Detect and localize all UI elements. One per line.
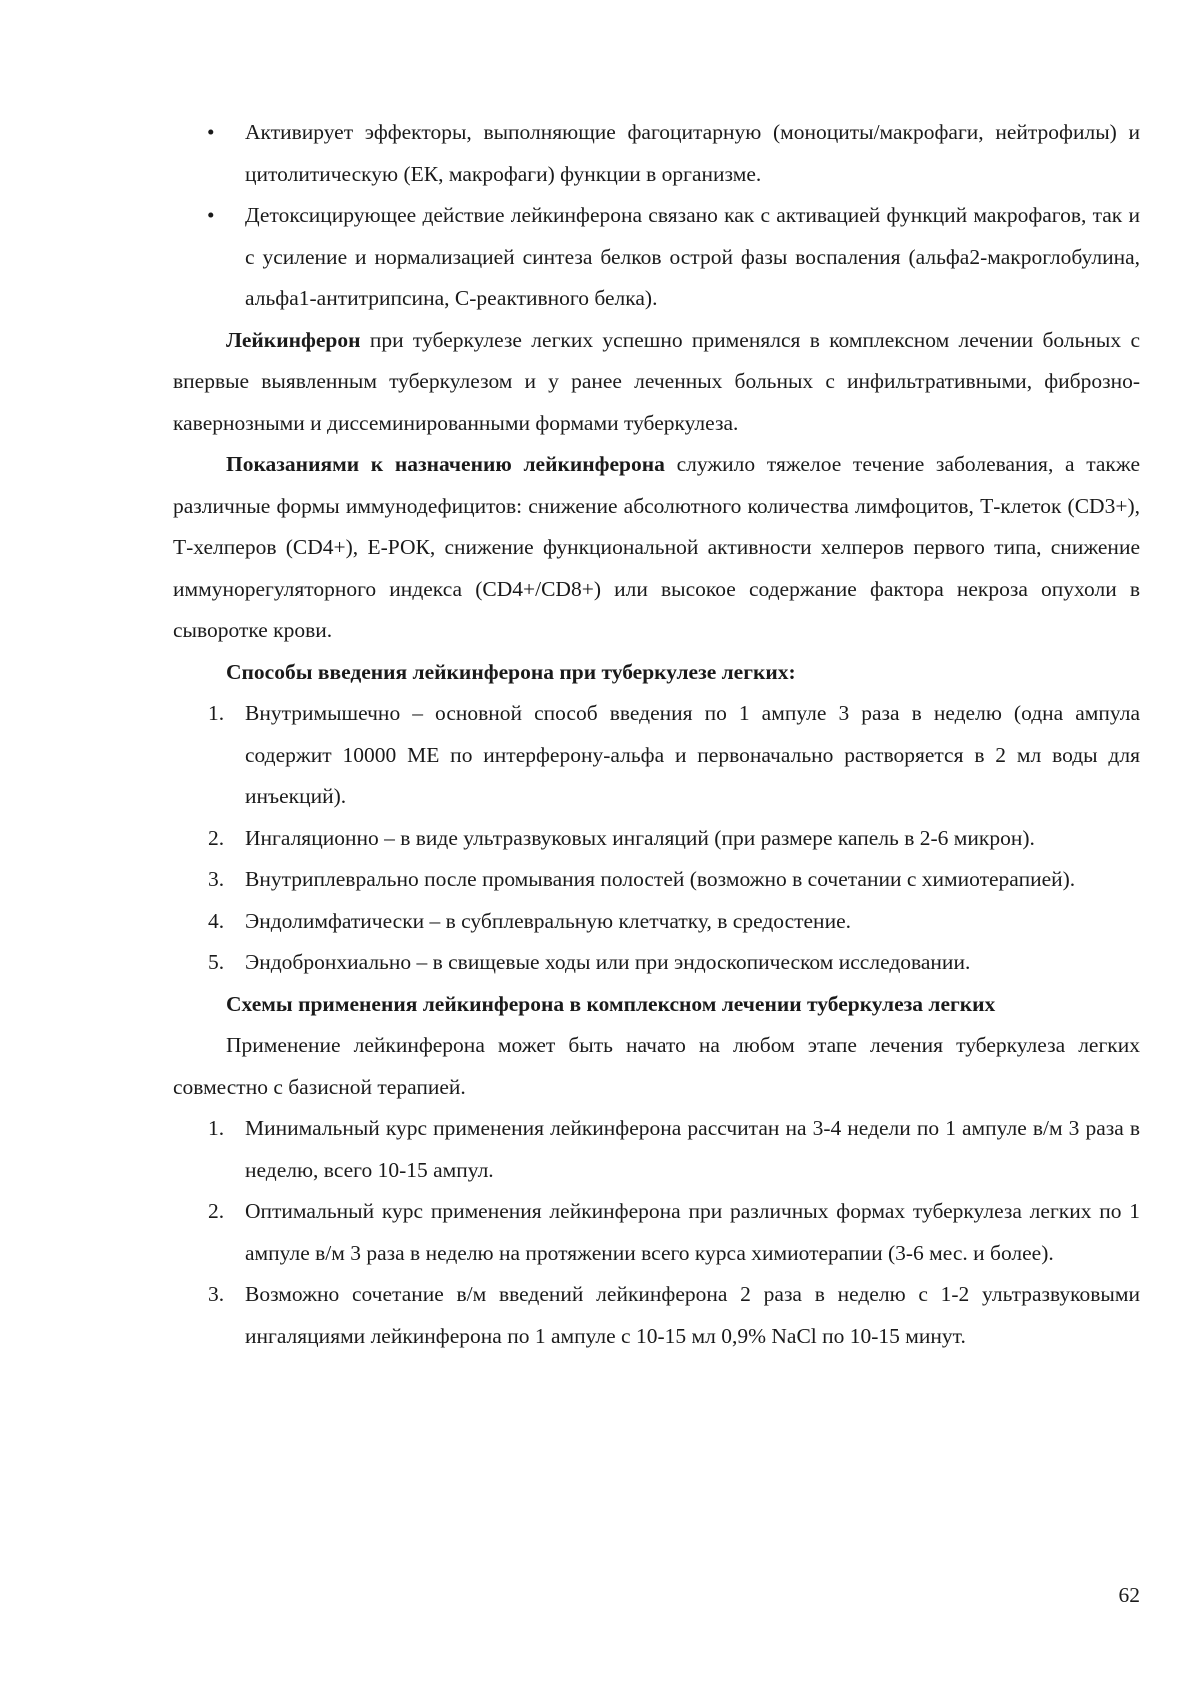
- list-number: 3.: [208, 867, 225, 891]
- method-list-item: [173, 942, 1140, 984]
- list-item-text: Минимальный курс применения лейкинферона рассчитан на 3-4 недели по 1 ампуле в/м 3 раза в неделю, всего 10-15 ампул.: [245, 1116, 1140, 1182]
- paragraph-application: Применение лейкинферона может быть начато на любом этапе лечения туберкулеза легких совместно с базисной терапией.: [173, 1033, 1140, 1099]
- scheme-list-item: [173, 1108, 1140, 1191]
- list-item-text: Внутримышечно – основной способ введения по 1 ампуле 3 раза в неделю (одна ампула содержит 10000 МЕ по интерферону-альфа и первоначально растворяется в 2 мл воды для инъекций).: [245, 701, 1140, 808]
- paragraph-bold-term: Показаниями к назначению лейкинферона: [226, 452, 665, 476]
- paragraph-indications: [173, 444, 1140, 652]
- list-number: 4.: [208, 908, 225, 933]
- method-list-item: [173, 818, 1140, 860]
- list-item-text: Ингаляционно – в виде ультразвуковых ингаляций (при размере капель в 2-6 микрон).: [245, 825, 1035, 850]
- list-number: 5.: [208, 950, 225, 974]
- method-list-item: [173, 859, 1140, 901]
- method-list-item: [173, 693, 1140, 818]
- list-number: 1.: [208, 701, 225, 725]
- list-item-text: Эндолимфатически – в субплевральную клетчатку, в средостение.: [245, 908, 851, 933]
- method-list-item: [173, 901, 1140, 943]
- scheme-list-item: [173, 1274, 1140, 1357]
- list-number: 3.: [208, 1282, 225, 1306]
- scheme-list-item: [173, 1191, 1140, 1274]
- list-number: 2.: [208, 1199, 225, 1223]
- list-item-text: Возможно сочетание в/м введений лейкинферона 2 раза в неделю с 1-2 ультразвуковыми ингаляциями лейкинферона по 1 ампуле с 10-15 мл 0,9% NaCl по 10-15 минут.: [245, 1282, 1140, 1348]
- bullet-text: Активирует эффекторы, выполняющие фагоцитарную (моноциты/макрофаги, нейтрофилы) и цитолитическую (ЕК, макрофаги) функции в организме.: [245, 120, 1140, 186]
- bullet-text: Детоксицирующее действие лейкинферона связано как с активацией функций макрофагов, так и с усиление и нормализацией синтеза белков острой фазы воспаления (альфа2-макроглобулина, альфа1-антитрипсина, С-реактивного белка).: [245, 203, 1140, 310]
- list-item-text: Оптимальный курс применения лейкинферона при различных формах туберкулеза легких по 1 ампуле в/м 3 раза в неделю на протяжении всего курса химиотерапии (3-6 мес. и более).: [245, 1199, 1140, 1265]
- bullet-marker: •: [207, 203, 215, 227]
- bullet-marker: •: [207, 120, 215, 144]
- paragraph-bold-term: Лейкинферон: [226, 327, 361, 352]
- bullet-item: [173, 195, 1140, 320]
- list-number: 1.: [208, 1116, 225, 1140]
- paragraph-text: при туберкулезе легких успешно применялся в комплексном лечении больных с впервые выявленным туберкулезом и у ранее леченных больных с инфильтративными, фиброзно-кавернозными и диссеминированными формами туберкулеза.: [173, 327, 1140, 435]
- paragraph-leukinferon: [173, 320, 1140, 445]
- list-item-text: Эндобронхиально – в свищевые ходы или при эндоскопическом исследовании.: [245, 950, 971, 974]
- paragraph-text: служило тяжелое течение заболевания, а также различные формы иммунодефицитов: снижение абсолютного количества лимфоцитов, Т-клеток (CD3+), Т-хелперов (CD4+), Е-РОК, снижение функциональной активности хелперов первого типа, снижение иммунорегуляторного индекса (CD4+/CD8+) или высокое содержание фактора некроза опухоли в сыворотке крови.: [173, 452, 1140, 642]
- list-number: 2.: [208, 825, 225, 850]
- document-page: [173, 112, 1140, 1357]
- bullet-item: [173, 112, 1140, 195]
- list-item-text: Внутриплеврально после промывания полостей (возможно в сочетании с химиотерапией).: [245, 867, 1076, 891]
- page-number: 62: [1118, 1583, 1140, 1607]
- section-heading-methods: Способы введения лейкинферона при туберкулезе легких:: [226, 659, 796, 684]
- section-heading-schemes: Схемы применения лейкинферона в комплексном лечении туберкулеза легких: [226, 991, 996, 1016]
